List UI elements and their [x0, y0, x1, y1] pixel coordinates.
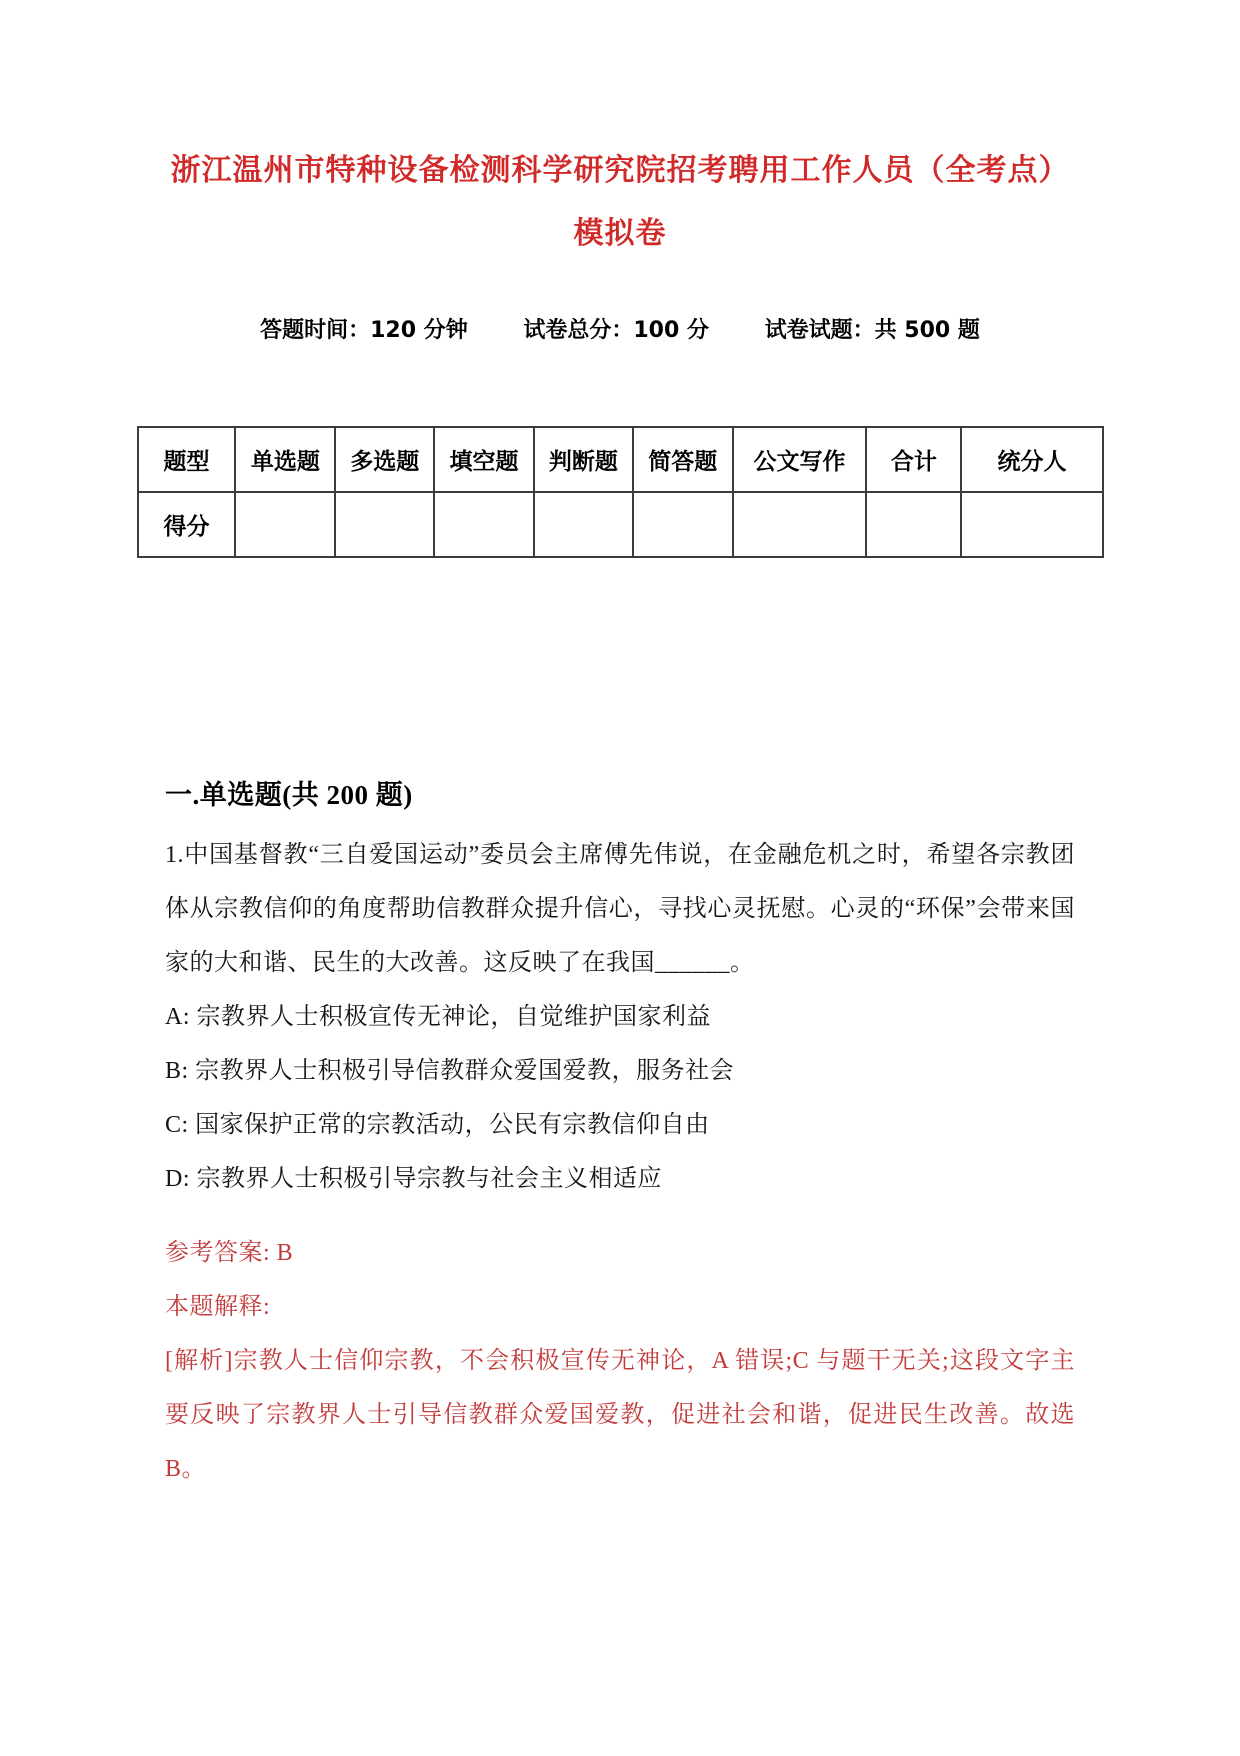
score-table	[137, 426, 1104, 558]
score-cell	[434, 492, 534, 557]
option-c: C: 国家保护正常的宗教活动，公民有宗教信仰自由	[165, 1112, 710, 1138]
option-b: B: 宗教界人士积极引导信教群众爱国爱教，服务社会	[165, 1058, 735, 1084]
score-table-score-row	[138, 492, 1103, 557]
score-header-cell: 题型	[138, 427, 236, 492]
option-a: A: 宗教界人士积极宣传无神论，自觉维护国家利益	[165, 1004, 711, 1030]
document-title-line1: 浙江温州市特种设备检测科学研究院招考聘用工作人员（全考点）	[170, 154, 1070, 187]
score-cell	[733, 492, 867, 557]
exam-meta-line	[0, 313, 1240, 344]
score-cell	[235, 492, 335, 557]
answer-block	[165, 1226, 1075, 1496]
score-header-cell: 简答题	[633, 427, 733, 492]
score-cell	[866, 492, 961, 557]
score-header-cell: 合计	[866, 427, 961, 492]
score-cell	[534, 492, 633, 557]
score-header-cell: 填空题	[434, 427, 534, 492]
score-header-cell: 多选题	[335, 427, 434, 492]
explanation-text: [解析]宗教人士信仰宗教，不会积极宣传无神论，A 错误;C 与题干无关;这段文字主要反映了宗教界人士引导信教群众爱国爱教，促进社会和谐，促进民生改善。故选 B。	[165, 1348, 1075, 1482]
question-text: 1.中国基督教“三自爱国运动”委员会主席傅先伟说，在金融危机之时，希望各宗教团体从宗教信仰的角度帮助信教群众提升信心，寻找心灵抚慰。心灵的“环保”会带来国家的大和谐、民生的大改善。这反映了在我国______。	[165, 842, 1075, 976]
score-cell	[335, 492, 434, 557]
score-header-cell: 单选题	[235, 427, 335, 492]
score-cell	[961, 492, 1102, 557]
document-title	[0, 148, 1240, 257]
score-row-label: 得分	[138, 492, 236, 557]
score-header-cell: 判断题	[534, 427, 633, 492]
meta-question-count: 试卷试题：共 500 题	[764, 318, 980, 343]
section-heading: 一.单选题(共 200 题)	[165, 780, 413, 810]
score-cell	[633, 492, 733, 557]
score-table-header-row	[138, 427, 1103, 492]
meta-answer-time: 答题时间：120 分钟	[260, 318, 468, 343]
score-header-cell: 公文写作	[733, 427, 867, 492]
bottom-whitespace	[0, 1496, 1240, 1756]
reference-answer: 参考答案: B	[165, 1240, 294, 1266]
option-d: D: 宗教界人士积极引导宗教与社会主义相适应	[165, 1166, 662, 1192]
score-header-cell: 统分人	[961, 427, 1102, 492]
question-block	[165, 828, 1075, 1206]
meta-total-score: 试卷总分：100 分	[523, 318, 709, 343]
document-title-line2: 模拟卷	[573, 216, 667, 250]
explanation-heading: 本题解释:	[165, 1294, 271, 1320]
